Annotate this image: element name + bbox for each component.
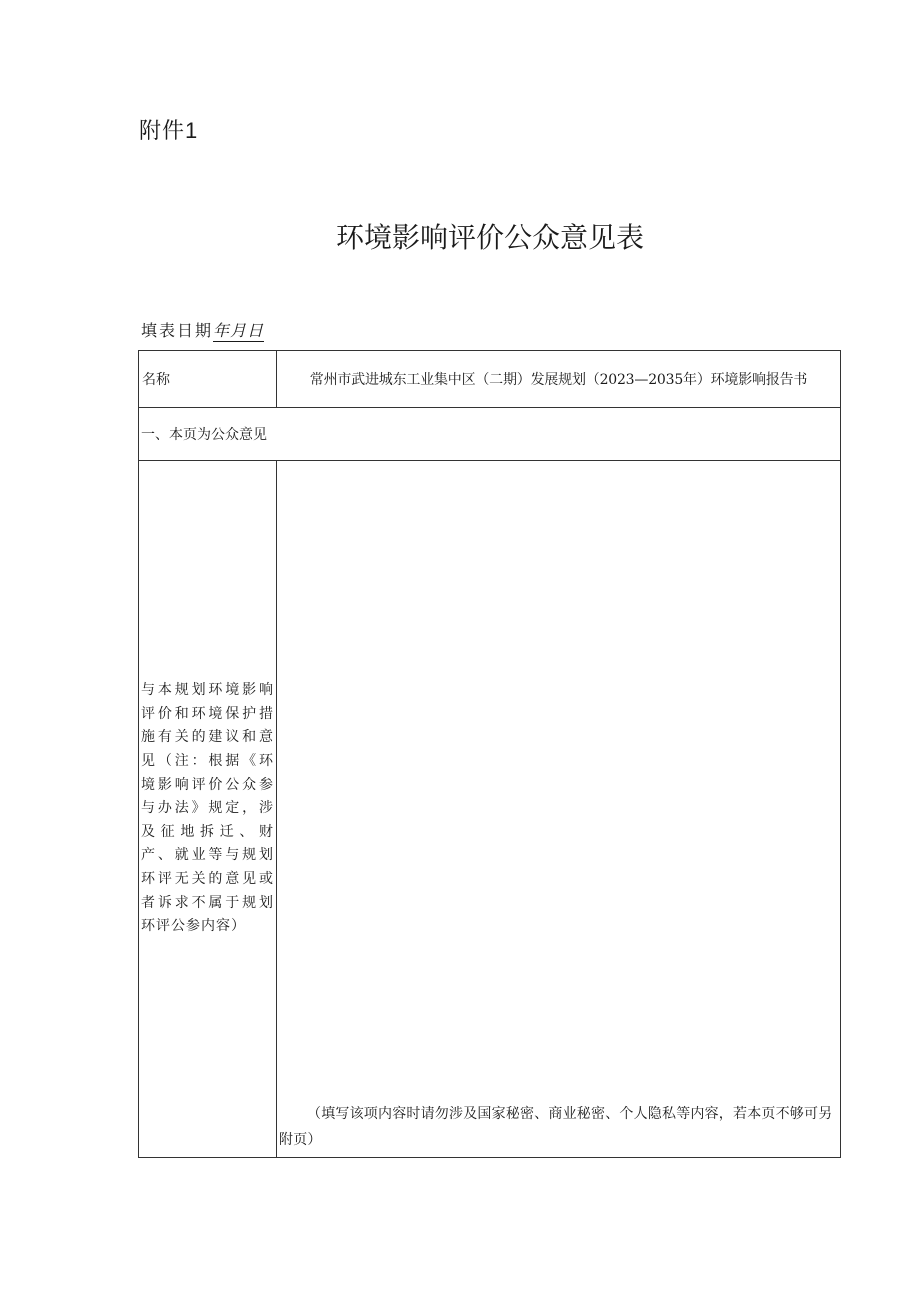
- opinion-row: [139, 461, 841, 1158]
- page-title: 环境影响评价公众意见表: [335, 221, 644, 254]
- opinion-form-table: [138, 350, 841, 1158]
- name-row: [139, 351, 841, 408]
- opinion-note: （填写该项内容时请勿涉及国家秘密、商业秘密、个人隐私等内容，若本页不够可另附页）: [279, 1106, 833, 1148]
- fill-date-value[interactable]: 年月日: [213, 321, 265, 340]
- fill-date: [141, 318, 264, 341]
- opinion-input-area[interactable]: [277, 461, 841, 1158]
- opinion-label: 与本规划环境影响评价和环境保护措施有关的建议和意见（注：根据《环境影响评价公众参与办法》规定，涉及征地拆迁、财产、就业等与规划环评无关的意见或者诉求不属于规划环评公参内容）: [139, 461, 277, 1158]
- attachment-label: 附件1: [139, 118, 199, 143]
- section-row: [139, 408, 841, 461]
- name-label: 名称: [139, 351, 277, 408]
- fill-date-label: 填表日期: [141, 321, 214, 340]
- name-value: 常州市武进城东工业集中区（二期）发展规划（2023—2035年）环境影响报告书: [277, 351, 841, 408]
- section-heading: 一、本页为公众意见: [139, 408, 841, 461]
